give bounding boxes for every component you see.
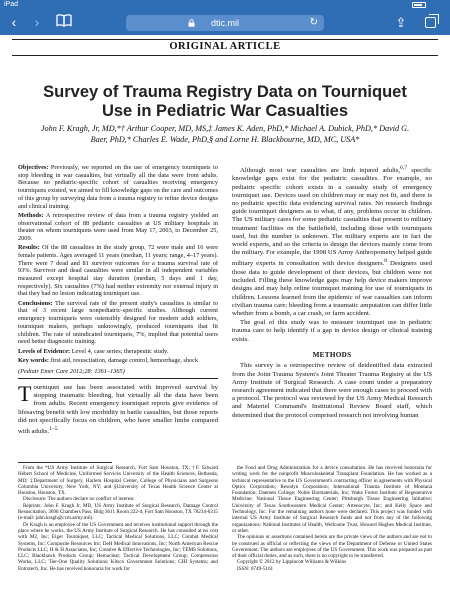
footnote-rule: [18, 462, 112, 463]
forward-button[interactable]: [28, 14, 46, 31]
reference-6-7: 6,7: [400, 165, 408, 171]
article-title: Survey of Trauma Registry Data on Tourniquet Use in Pediatric War Casualties: [43, 83, 407, 120]
footnote-disclosure: Disclosure: The authors declare no conflict of interest.: [23, 496, 135, 503]
device-label: iPad: [4, 1, 19, 8]
back-button[interactable]: [5, 14, 23, 31]
back-icon: ‹: [11, 14, 17, 30]
article-authors: John F. Kragh, Jr, MD,*† Arthur Cooper, MD, MS,‡ James K. Aden, PhD,* Michael A. Dubick, PhD,* David G. Baer, PhD,* Charles E. Wade, PhD,§ and Lorne H. Blackbourne, MD, MC, USA*: [40, 124, 410, 144]
reload-icon[interactable]: ↻: [309, 17, 318, 28]
introduction-paragraph: Tourniquet use has been associated with improved survival by stopping traumatic bleeding, but virtually all the data have been from adults. Recent emergency tourniquet reports give evidence of lifesaving benefit with low morbidity in battle casualties, but those reports did not specifically focus on children, who have smaller limbs compared with adults.$^{1-5}$: [18, 381, 218, 435]
footnote-affiliations: From the *US Army Institute of Surgical Research, Fort Sam Houston, TX; †F. Edward Hébert School of Medicine, Uniformed Services University of the Health Sciences, Bethesda, MD; ‡Department of Surgery, Harlem Hospital Center, College of Physicians and Surgeons Columbia University, New York, NY; and §University of Texas Health Science Center at Houston, Houston, TX.: [18, 465, 218, 497]
abstract-key-words: Key words: first aid, resuscitation, damage control, hemorrhage, shock: [18, 356, 199, 364]
abstract-evidence-level: Levels of Evidence: Level 4, case series; therapeutic study.: [18, 347, 169, 355]
article-page[interactable]: [0, 35, 450, 600]
footnote-reprints: Reprints: John F. Kragh Jr, MD, US Army Institute of Surgical Research, Damage Control Resuscitation, 3698 Chambers Pass, Bldg 3611 Room 222-4, Fort Sam Houston, TX 78234-6315 (e-mail: john.kragh@ccm.army.mil).: [18, 502, 218, 522]
article-section-label: ORIGINAL ARTICLE: [169, 41, 281, 52]
share-icon: ⇪: [395, 15, 407, 30]
abstract: [18, 164, 218, 375]
reference-8: 8: [384, 258, 388, 265]
footnote-opinions: The opinions or assertions contained herein are the private views of the authors and are not to be construed as official or reflecting the views of the Department of Defense or United States Government. The authors are employees of the US Government. This work was prepared as part of their official duties, and as such, there is no copyright to be transferred.: [232, 534, 432, 560]
abstract-objectives: Objectives: Previously, we reported on the use of emergency tourniquets to stop bleeding in war casualties, but virtually all the data were from adults. Because no pediatric-specific cohort of casualties receiving emergency tourniquets existed, we aimed to fill knowledge gaps on the care and outcomes of this group by surveying data from a trauma registry to refine device designs and clinical training.: [18, 164, 218, 210]
footnote-copyright: Copyright © 2012 by Lippincott Williams & Wilkins: [237, 559, 347, 566]
footnote-issn: ISSN: 0749-5161: [237, 565, 274, 572]
browser-toolbar: [0, 0, 450, 35]
body-paragraph-2: The goal of this study was to measure tourniquet use in pediatric trauma care to help identify if a gap in device design or clinical training exists.: [232, 319, 432, 343]
share-button[interactable]: [392, 14, 410, 31]
abstract-results: Results: Of the 88 casualties in the study group, 72 were male and 16 were female patients. Ages averaged 11 years (median, 11 years; range, 4–17 years). There were 7 dead and 81 survivor outcomes for a trauma survival rate of 93%. Survivor and dead casualties were similar in all independent variables measured except hospital stay duration (median, 5 days and 1 day, respectively). Six casualties (7%) had neither extremity nor external injury in that they had no lesion indicating tourniquet use.: [18, 244, 219, 298]
abstract-rule: [18, 378, 218, 379]
right-column: [232, 164, 432, 421]
header-rule-top: [12, 39, 438, 40]
intro-reference: 1–5: [49, 425, 58, 432]
left-column: [18, 164, 218, 436]
abstract-conclusions: Conclusions: The survival rate of the present study's casualties is similar to that of 3 recent large nonpediatric-specific studies. Although current emergency tourniquets were ostensibly designed for modern adult soldiers, tourniquet makers, perhaps unknowingly, produced tourniquets that fit children. The rate of unindicated tourniquets, 7%, implied that potential users need better diagnostic training.: [18, 299, 219, 346]
methods-heading: METHODS: [312, 350, 352, 359]
body-paragraph-1: Although most war casualties are limb injured adults,$^{6,7}$ specific knowledge gaps exist for the pediatric casualties. For example, no pediatric specific cohort exists in a casualty study of emergency tourniquet use. Devices used on children may or may not fit, and there is no pediatric specific data evidencing survival rates. No research findings guide tourniquet designers as to what, if any, problems occur in children. The US military cares for some pediatric casualties that present to military treatment facilities on the battlefield, including those with tourniquets used, but the number is unknown. The military experts are in fact the world experts, and so the criteria to design the devices mainly come from the military. For example, the 1998 US Army Anthropometry helped guide military experts in consultation with device designers.$^8$ Designers used those data to guide development of their devices, but children were not included. Filling these knowledge gaps may help device makers improve designs and may help refine tourniquet training for use of tourniquets in children. Lessons learned from the epidemic of war casualties can inform civilian trauma care; bleeding from a traumatic amputation can differ little whether from a bomb, a car crash, or farm accident.: [232, 165, 433, 317]
tabs-icon: [425, 17, 436, 28]
forward-icon: ›: [34, 14, 40, 30]
address-url: dtic.mil: [210, 18, 239, 28]
status-bar: [0, 0, 450, 10]
tabs-button[interactable]: [422, 14, 440, 31]
methods-paragraph: This survey is a retrospective review of deidentified data extracted from the Joint Trauma System's Joint Theater Trauma Registry at the US Army Institute of Surgical Research. A case count under a preparatory research agreement indicated that there were enough cases to proceed with a protocol. The protocol was reviewed by the US Army Medical Research and Materiel Command's Institutional Review Board staff, which determined that the protocol comprised research not involving human: [232, 362, 432, 419]
journal-citation: (Pediatr Emer Care 2012;28: 1361–1365): [18, 367, 125, 375]
nav-bar: [0, 10, 450, 35]
bookmarks-button[interactable]: [55, 14, 73, 31]
header-rule-bottom: [12, 55, 438, 56]
address-bar[interactable]: [126, 15, 324, 31]
drop-cap: T: [18, 381, 32, 407]
footnote-consulting: Dr Kragh is an employee of the US Government and receives institutional support through the place where he works, the US Army Institute of Surgical Research. He has consulted at no cost with M2, Inc; Eiger Tourniquet, LLC; Tactical Medical Solutions, LLC; Combat Medical Systems, Inc; Composite Resources Inc; DeH Medical Innovations, Inc; North American Rescue Products LLC; H & H Associates, Inc; Creative & Effective Technologies, Inc; TEMS Solutions, LLC; Blackhawk Products Group; Hemaclear; Tactical Development Group; Compression Works, LLC; Tier-One Quality Solutions; Kitsco Government Solutions; CHI Systems; and Entrotech, Inc. He has received honoraria for work for: [18, 521, 218, 572]
footnotes-right: [232, 465, 432, 572]
abstract-methods: Methods: A retrospective review of data from a trauma registry yielded an observational cohort of 88 pediatric casualties at US military hospitals in theater on whom tourniquets were used from May 17, 2003, to December 25, 2009.: [18, 211, 218, 242]
footnote-honoraria: the Food and Drug Administration for a device consultation. He has received honoraria for writing work for the nonprofit Musculoskeletal Transplant Foundation. He has worked as a technical representative to the US Government's contracting officer in agreements with Physical Optics Corporation; Resodyn Corporation; International Trauma Institute of Montana Foundation; Daemen College; Noble Biomaterials, Inc; Wake Forest Institute of Regenerative Medicine; National Tissue Engineering Center; Pittsburgh Tissue Engineering Initiative; University of Texas Southwestern Medical Center; Artenocyte, Inc; and Kelly Space and Technology, Inc. For the remaining authors none were declared. This project was funded with internal US Army Institute of Surgical Research funds and not from any of the following organizations: National Institutes of Health, Wellcome Trust, Howard Hughes Medical Institute, or other.: [232, 465, 432, 534]
footnotes-left: [18, 465, 218, 572]
battery-icon: [412, 2, 426, 8]
bookmarks-icon: [56, 14, 72, 27]
